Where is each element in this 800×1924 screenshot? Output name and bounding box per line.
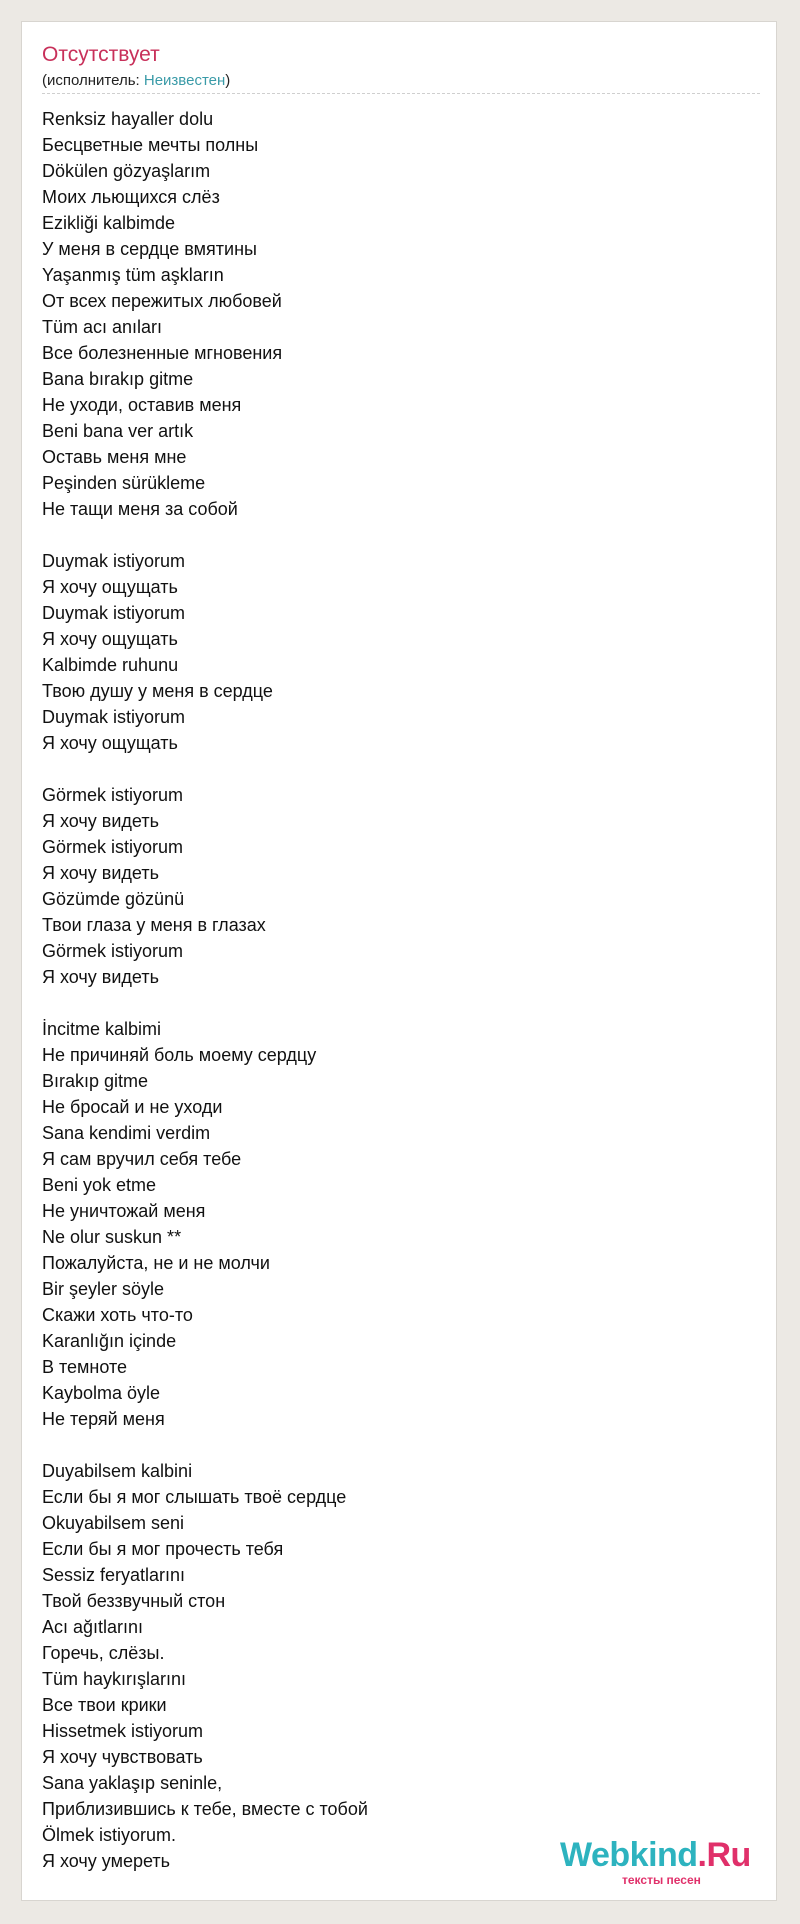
lyric-line: Acı ağıtlarını (42, 1617, 144, 1637)
lyric-line: Bir şeyler söyle (42, 1279, 165, 1299)
logo-tagline: тексты песен (622, 1873, 701, 1887)
lyric-line: Приблизившись к тебе, вместе с тобой (42, 1799, 368, 1819)
lyric-line: Gözümde gözünü (42, 889, 185, 909)
artist-suffix: ) (225, 72, 231, 89)
artist-prefix: (исполнитель: (42, 72, 144, 89)
logo-tld: .Ru (697, 1836, 751, 1874)
song-title: Отсутствует (42, 43, 160, 66)
lyric-line: Kaybolma öyle (42, 1383, 161, 1403)
lyric-line: Görmek istiyorum (42, 785, 184, 805)
lyric-line: Твою душу у меня в сердце (42, 681, 273, 701)
lyric-line: Не бросай и не уходи (42, 1097, 223, 1117)
lyric-line: Твои глаза у меня в глазах (42, 915, 266, 935)
lyric-line: Okuyabilsem seni (42, 1513, 185, 1533)
lyric-line: Tüm acı anıları (42, 317, 163, 337)
lyric-line: Пожалуйста, не и не молчи (42, 1253, 270, 1273)
lyric-line: Beni yok etme (42, 1175, 157, 1195)
lyric-line: Скажи хоть что-то (42, 1305, 193, 1325)
lyric-line: Я хочу ощущать (42, 629, 178, 649)
logo-name: Webkind (560, 1836, 698, 1874)
lyric-line: Горечь, слёзы. (42, 1643, 165, 1663)
lyric-line: Не уходи, оставив меня (42, 395, 242, 415)
artist-line (42, 73, 230, 88)
title-divider (42, 93, 760, 94)
stanza-break (42, 990, 742, 1016)
lyric-line: Не тащи меня за собой (42, 499, 238, 519)
lyric-line: Peşinden sürükleme (42, 473, 206, 493)
lyric-line: Beni bana ver artık (42, 421, 194, 441)
stanza-break (42, 1432, 742, 1458)
lyric-line: Duyabilsem kalbini (42, 1461, 193, 1481)
lyric-line: Если бы я мог слышать твоё сердце (42, 1487, 347, 1507)
lyric-line: Karanlığın içinde (42, 1331, 177, 1351)
lyric-line: Duymak istiyorum (42, 603, 186, 623)
lyric-line: Я хочу видеть (42, 967, 159, 987)
lyric-line: Я хочу умереть (42, 1851, 171, 1871)
lyric-line: Если бы я мог прочесть тебя (42, 1539, 284, 1559)
lyric-line: Duymak istiyorum (42, 551, 186, 571)
lyric-line: У меня в сердце вмятины (42, 239, 257, 259)
logo-wordmark (560, 1838, 751, 1872)
lyric-line: Я хочу ощущать (42, 577, 178, 597)
lyric-line: Görmek istiyorum (42, 837, 184, 857)
lyric-line: Я хочу видеть (42, 863, 159, 883)
lyric-line: Ne olur suskun ** (42, 1227, 182, 1247)
webkind-logo[interactable] (560, 1836, 780, 1887)
lyric-line: Твой беззвучный стон (42, 1591, 226, 1611)
lyric-line: Я хочу чувствовать (42, 1747, 203, 1767)
lyric-line: Бесцветные мечты полны (42, 135, 259, 155)
lyric-line: Bırakıp gitme (42, 1071, 149, 1091)
lyric-line: Görmek istiyorum (42, 941, 184, 961)
lyric-line: Я хочу видеть (42, 811, 159, 831)
lyric-line: От всех пережитых любовей (42, 291, 282, 311)
lyric-line: İncitme kalbimi (42, 1019, 162, 1039)
lyric-line: Dökülen gözyaşlarım (42, 161, 211, 181)
lyric-line: Hissetmek istiyorum (42, 1721, 204, 1741)
lyrics-body (42, 106, 742, 1874)
lyric-line: Duymak istiyorum (42, 707, 186, 727)
lyric-line: Kalbimde ruhunu (42, 655, 179, 675)
stanza-break (42, 756, 742, 782)
lyric-line: Не уничтожай меня (42, 1201, 206, 1221)
lyric-line: Ölmek istiyorum. (42, 1825, 177, 1845)
lyric-line: Моих льющихся слёз (42, 187, 220, 207)
lyric-line: Все твои крики (42, 1695, 167, 1715)
lyrics-card (21, 21, 777, 1901)
stanza-break (42, 522, 742, 548)
lyric-line: Renksiz hayaller dolu (42, 109, 214, 129)
lyric-line: Ezikliği kalbimde (42, 213, 176, 233)
lyric-line: Я хочу ощущать (42, 733, 178, 753)
lyric-line: Yaşanmış tüm aşkların (42, 265, 224, 285)
lyric-line: Sessiz feryatlarını (42, 1565, 186, 1585)
lyric-line: Все болезненные мгновения (42, 343, 283, 363)
lyric-line: Sana yaklaşıp seninle, (42, 1773, 223, 1793)
lyric-line: Tüm haykırışlarını (42, 1669, 187, 1689)
lyric-line: Sana kendimi verdim (42, 1123, 211, 1143)
lyric-line: Оставь меня мне (42, 447, 187, 467)
lyric-line: Не причиняй боль моему сердцу (42, 1045, 317, 1065)
lyric-line: В темноте (42, 1357, 128, 1377)
lyric-line: Не теряй меня (42, 1409, 165, 1429)
lyric-line: Bana bırakıp gitme (42, 369, 194, 389)
lyric-line: Я сам вручил себя тебе (42, 1149, 242, 1169)
artist-link[interactable]: Неизвестен (143, 72, 226, 89)
